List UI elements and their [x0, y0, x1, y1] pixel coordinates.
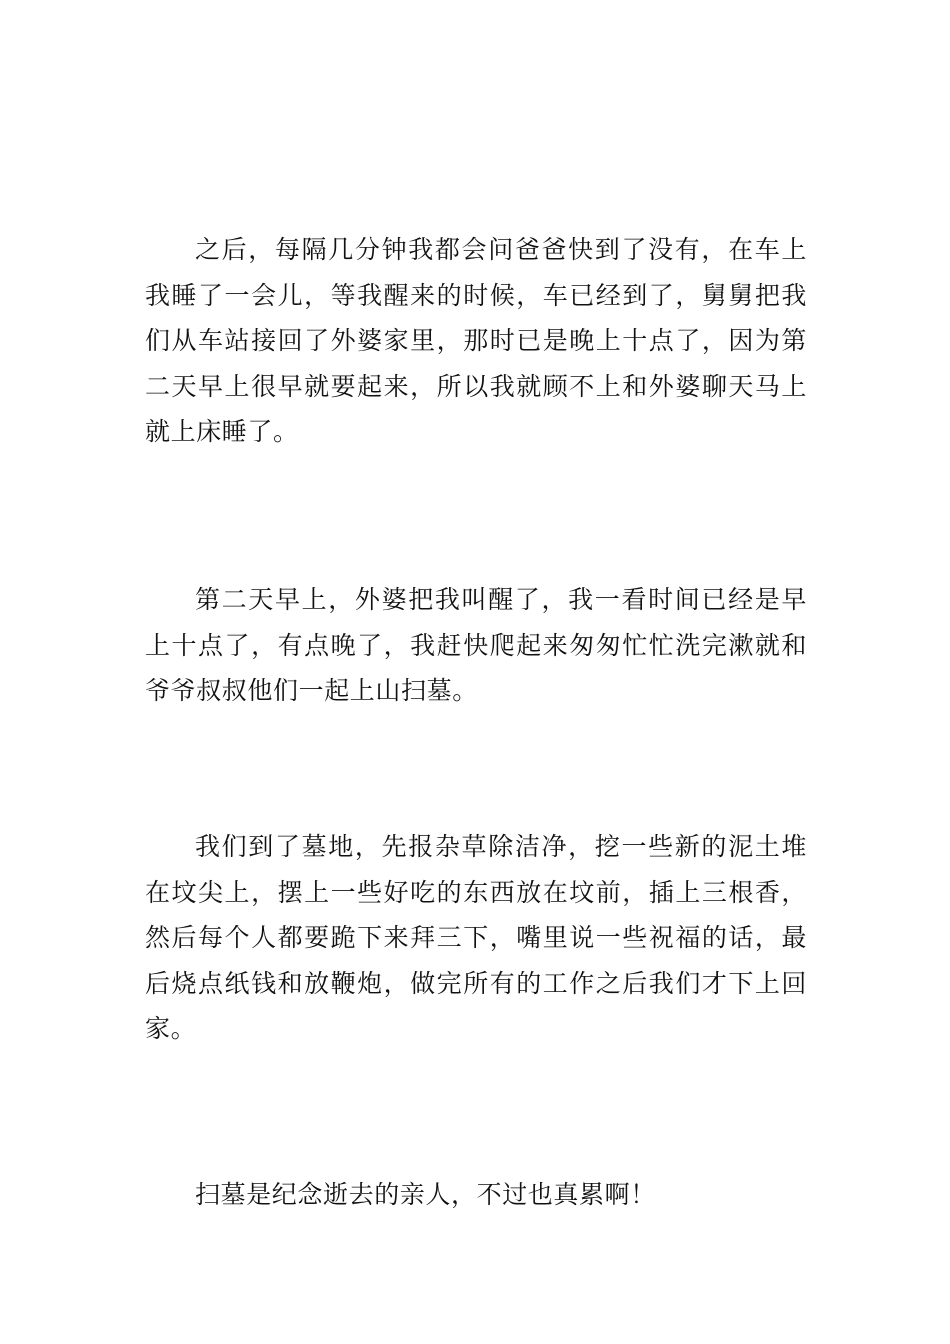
paragraph-return-home: 之后，每隔几分钟我都会问爸爸快到了没有，在车上我睡了一会儿，等我醒来的时候，车已经到了，舅舅把我们从车站接回了外婆家里，那时已是晚上十点了，因为第二天早上很早就要起来，所以我就顾不上和外婆聊天马上就上床睡了。: [145, 235, 807, 446]
paragraph-next-morning: 第二天早上，外婆把我叫醒了，我一看时间已经是早上十点了，有点晚了，我赶快爬起来匆匆忙忙洗完漱就和爷爷叔叔他们一起上山扫墓。: [145, 585, 807, 705]
paragraph-conclusion: 扫墓是纪念逝去的亲人，不过也真累啊！: [195, 1180, 656, 1209]
paragraph-at-grave: 我们到了墓地，先报杂草除洁净，挖一些新的泥土堆在坟尖上，摆上一些好吃的东西放在坟前，插上三根香，然后每个人都要跪下来拜三下，嘴里说一些祝福的话，最后烧点纸钱和放鞭炮，做完所有的工作之后我们才下上回家。: [145, 832, 807, 1043]
